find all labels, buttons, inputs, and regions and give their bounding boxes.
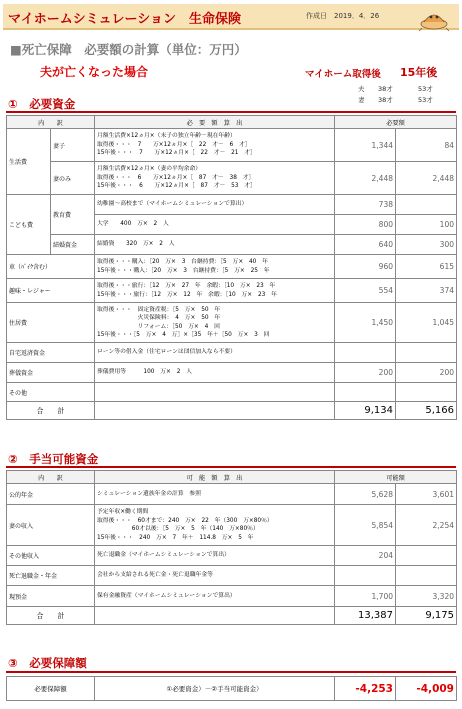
amount-15-years: 1,045 <box>396 303 457 343</box>
amount-after-purchase: 5,628 <box>335 484 396 505</box>
table-row <box>7 505 457 546</box>
col-item-header: 内 訳 <box>7 116 95 129</box>
category-cell: 自宅返済資金 <box>7 343 95 363</box>
total-15-years: 9,175 <box>396 607 457 625</box>
amount-15-years: 100 <box>396 215 457 235</box>
calc-cell: 幼稚園～高校まで（マイホームシミュレーションで算出） <box>95 195 335 215</box>
calc-cell <box>95 383 335 402</box>
age-now-husband: 38才 <box>378 85 393 93</box>
calc-cell: 取得後・・・ 固定資産税：［5 万× 50 年 火災保険料： 4 万× 50 年 リフォーム：［50 万× 4 回 15年後・・・［5 万× 4 万］×［35 年＋［50 万× 3 回 <box>95 303 335 343</box>
calc-cell: シミュレーション遺族年金の計算 参照 <box>95 484 335 505</box>
category-cell: その他収入 <box>7 546 95 566</box>
required-coverage-table <box>6 676 457 701</box>
category-cell: 車（ﾊﾞｲｸ含む） <box>7 255 95 279</box>
col-amount-header: 必要額 <box>335 116 457 129</box>
amount-after-purchase: 1,344 <box>335 129 396 162</box>
subcategory-cell: 妻のみ <box>51 162 95 195</box>
table-row <box>7 363 457 383</box>
age-later-wife: 53才 <box>418 96 433 104</box>
category-cell: 現預金 <box>7 586 95 607</box>
amount-after-purchase <box>335 343 396 363</box>
amount-after-purchase <box>335 566 396 586</box>
amount-after-purchase: 800 <box>335 215 396 235</box>
amount-15-years: 84 <box>396 129 457 162</box>
table-row <box>7 343 457 363</box>
amount-15-years <box>396 343 457 363</box>
calc-cell: 保有金融資産（マイホームシミュレーションで算出） <box>95 586 335 607</box>
table-row <box>7 279 457 303</box>
section-needed-rule <box>6 111 456 113</box>
age-label-wife: 妻 <box>358 96 365 104</box>
amount-after-purchase: 2,448 <box>335 162 396 195</box>
amount-15-years: 300 <box>396 235 457 255</box>
category-cell: 趣味・レジャー <box>7 279 95 303</box>
age-now-wife: 38才 <box>378 96 393 104</box>
case-title: 夫が亡くなった場合 <box>40 65 149 79</box>
section-available-heading: ② 手当可能資金 <box>8 452 99 466</box>
needed-funds-table <box>6 115 457 420</box>
available-funds-table <box>6 470 457 625</box>
amount-15-years <box>396 383 457 402</box>
amount-after-purchase: 1,450 <box>335 303 396 343</box>
table-row <box>7 255 457 279</box>
amount-15-years <box>396 195 457 215</box>
category-cell: 妻の収入 <box>7 505 95 546</box>
required-after-purchase: -4,253 <box>335 677 396 701</box>
category-cell: こども費 <box>7 195 51 255</box>
calc-cell: 会社から支給される死亡金・死亡退職年金等 <box>95 566 335 586</box>
col-item-header: 内 訳 <box>7 471 95 484</box>
total-label: 合 計 <box>7 402 95 420</box>
table-row <box>7 677 457 701</box>
amount-after-purchase: 640 <box>335 235 396 255</box>
amount-15-years: 3,601 <box>396 484 457 505</box>
amount-after-purchase: 738 <box>335 195 396 215</box>
amount-after-purchase: 204 <box>335 546 396 566</box>
calc-cell: 葬儀費用等 100 万× 2 人 <box>95 363 335 383</box>
calc-cell: 月額生活費×12ヵ月×（妻の平均余命） 取得後・・・ 6 万×12ヵ月×［ 87 才－ 38 才］ 15年後・・・ 6 万×12ヵ月×［ 87 才－ 53 才］ <box>95 162 335 195</box>
subcategory-cell: 結婚資金 <box>51 235 95 255</box>
table-row <box>7 162 457 195</box>
table-row <box>7 195 457 215</box>
amount-after-purchase: 200 <box>335 363 396 383</box>
required-15-years: -4,009 <box>396 677 457 701</box>
amount-after-purchase: 960 <box>335 255 396 279</box>
amount-after-purchase: 5,854 <box>335 505 396 546</box>
calc-cell: 取得後・・・旅行：［12 万× 27 年 余暇：［10 万× 23 年 15年後・・・旅行：［12 万× 12 年 余暇：［10 万× 23 年 <box>95 279 335 303</box>
total-row <box>7 607 457 625</box>
table-row <box>7 235 457 255</box>
amount-15-years: 200 <box>396 363 457 383</box>
table-row <box>7 586 457 607</box>
calc-cell: 結婚資 320 万× 2 人 <box>95 235 335 255</box>
section-required-heading: ③ 必要保障額 <box>8 656 87 670</box>
table-row <box>7 484 457 505</box>
table-row <box>7 566 457 586</box>
age-later-husband: 53才 <box>418 85 433 93</box>
after-purchase-label: マイホーム取得後 <box>305 69 381 80</box>
creation-date: 作成日 2019．4．26 <box>306 12 380 20</box>
section-needed-heading: ① 必要資金 <box>8 97 76 111</box>
col-amount-header: 可能額 <box>335 471 457 484</box>
table-row <box>7 303 457 343</box>
calc-cell: 予定年収×働く期間 取得後・・・ 60才まで：240 万× 22 年（300 万×80％） 60才以後：［5 万× 5 年（140 万×80％） 15年後・・・ 240 万× 7 年＋ 114.8 万× 5 年 <box>95 505 335 546</box>
col-calc-header: 可 能 額 算 出 <box>95 471 335 484</box>
category-cell: 死亡退職金・年金 <box>7 566 95 586</box>
total-row <box>7 402 457 420</box>
app-title: マイホームシミュレーション 生命保険 <box>8 12 241 27</box>
amount-15-years: 2,254 <box>396 505 457 546</box>
category-cell: 生活費 <box>7 129 51 195</box>
calc-cell: 取得後・・・購入：［20 万× 3 台継持費：［5 万× 40 年 15年後・・・購入：［20 万× 3 台継持費：［5 万× 25 年 <box>95 255 335 279</box>
amount-after-purchase <box>335 383 396 402</box>
calc-cell: 死亡退職金（マイホームシミュレーションで算出） <box>95 546 335 566</box>
total-after-purchase: 9,134 <box>335 402 396 420</box>
page-title: ■死亡保障 必要額の計算（単位：万円） <box>10 42 247 57</box>
calc-cell: 月額生活費×12ヵ月×（末子の独立年齢－現在年齢） 取得後・・・ 7 万×12ヵ月×［ 22 才－ 6 才］ 15年後・・・ 7 万×12ヵ月×［ 22 才－ 21 才］ <box>95 129 335 162</box>
total-15-years: 5,166 <box>396 402 457 420</box>
amount-15-years: 3,320 <box>396 586 457 607</box>
calc-cell: ローン等の借入金（住宅ローンは団信加入なら不要） <box>95 343 335 363</box>
category-cell: その他 <box>7 383 95 402</box>
subcategory-cell: 妻子 <box>51 129 95 162</box>
mascot-logo <box>416 4 452 32</box>
col-calc-header: 必 要 額 算 出 <box>95 116 335 129</box>
amount-after-purchase: 554 <box>335 279 396 303</box>
total-label: 合 計 <box>7 607 95 625</box>
amount-15-years: 2,448 <box>396 162 457 195</box>
category-cell: 葬儀資金 <box>7 363 95 383</box>
category-cell: 公的年金 <box>7 484 95 505</box>
category-cell: 住居費 <box>7 303 95 343</box>
amount-15-years <box>396 566 457 586</box>
amount-after-purchase: 1,700 <box>335 586 396 607</box>
total-after-purchase: 13,387 <box>335 607 396 625</box>
section-required-rule <box>6 671 456 673</box>
amount-15-years: 374 <box>396 279 457 303</box>
years-later-label: 15年後 <box>400 66 438 79</box>
amount-15-years <box>396 546 457 566</box>
calc-cell: 大学 400 万× 2 人 <box>95 215 335 235</box>
amount-15-years: 615 <box>396 255 457 279</box>
section-available-rule <box>6 466 456 468</box>
subcategory-cell: 教育費 <box>51 195 95 235</box>
age-label-husband: 夫 <box>358 85 365 93</box>
table-row <box>7 129 457 162</box>
required-coverage-label: 必要保障額 <box>7 677 95 701</box>
required-coverage-formula: ①必要資金）－②手当可能資金） <box>95 677 335 701</box>
table-row <box>7 546 457 566</box>
table-row <box>7 383 457 402</box>
